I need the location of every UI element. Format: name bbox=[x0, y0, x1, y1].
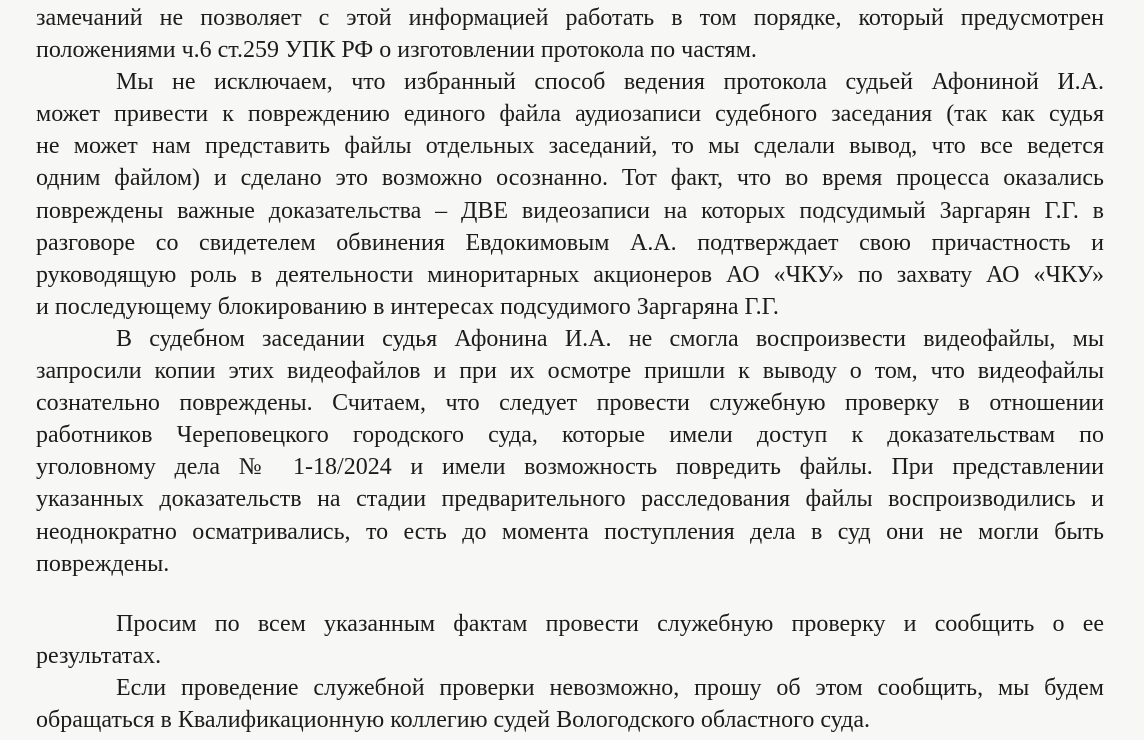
text-line: Если проведение служебной проверки невозможно, прошу об этом сообщить, мы будем bbox=[116, 674, 1104, 701]
text-line: повреждены важные доказательства – ДВЕ видеозаписи на которых подсудимый Заргарян Г.Г. в bbox=[36, 197, 1104, 224]
paragraph-spacer bbox=[36, 580, 1104, 608]
text-line: руководящую роль в деятельности миноритарных акционеров АО «ЧКУ» по захвату АО «ЧКУ» bbox=[36, 261, 1104, 288]
text-line: может привести к повреждению единого файла аудиозаписи судебного заседания (так как судья bbox=[36, 101, 1104, 128]
text-line: замечаний не позволяет с этой информацией работать в том порядке, который предусмотрен bbox=[36, 5, 1104, 31]
text-line: сознательно повреждены. Считаем, что следует провести служебную проверку в отношении bbox=[36, 390, 1104, 417]
paragraph-qualification-board bbox=[36, 672, 1104, 736]
text-line: не может нам представить файлы отдельных заседаний, то мы сделали вывод, что все ведется bbox=[36, 133, 1104, 160]
text-line: одним файлом) и сделано это возможно осознанно. Тот факт, что во время процесса оказались bbox=[36, 165, 1104, 192]
text-line: обращаться в Квалификационную коллегию судей Вологодского областного суда. bbox=[36, 706, 870, 733]
text-line: запросили копии этих видеофайлов и при их осмотре пришли к выводу о том, что видеофайлы bbox=[36, 358, 1104, 385]
text-line: работников Череповецкого городского суда, которые имели доступ к доказательствам по bbox=[36, 422, 1104, 449]
text-line: неоднократно осматривались, то есть до момента поступления дела в суд они не могли быть bbox=[36, 518, 1104, 545]
text-line: положениями ч.6 ст.259 УПК РФ о изготовлении протокола по частям. bbox=[36, 37, 757, 64]
text-line: указанных доказательств на стадии предварительного расследования файлы воспроизводились и bbox=[36, 486, 1104, 513]
text-line: разговоре со свидетелем обвинения Евдокимовым А.А. подтверждает свою причастность и bbox=[36, 229, 1104, 256]
paragraph-request bbox=[36, 608, 1104, 672]
text-line: и последующему блокированию в интересах подсудимого Заргаряна Г.Г. bbox=[36, 293, 779, 320]
text-line: В судебном заседании судья Афонина И.А. не смогла воспроизвести видеофайлы, мы bbox=[116, 325, 1104, 352]
text-line: Мы не исключаем, что избранный способ ведения протокола судьей Афониной И.А. bbox=[116, 69, 1104, 96]
text-line: Просим по всем указанным фактам провести служебную проверку и сообщить о ее bbox=[116, 610, 1104, 637]
paragraph-protocol-remarks bbox=[36, 2, 1104, 66]
text-line: результатах. bbox=[36, 642, 162, 669]
text-line: повреждены. bbox=[36, 550, 170, 577]
paragraph-video-files bbox=[36, 323, 1104, 580]
text-line: уголовному дела № 1-18/2024 и имели возможность повредить файлы. При представлении bbox=[36, 454, 1104, 481]
paragraph-audio-file bbox=[36, 66, 1104, 323]
